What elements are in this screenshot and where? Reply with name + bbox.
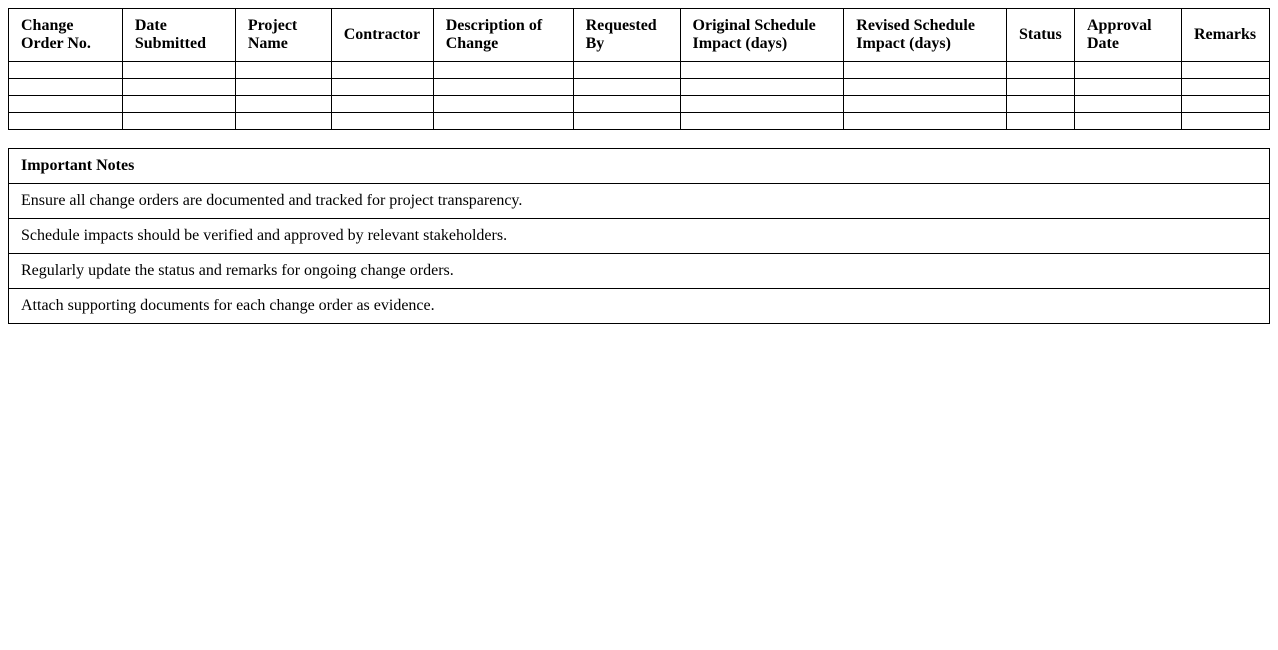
table-cell [9,79,123,96]
table-cell [1007,79,1075,96]
header-description-of-change: Description of Change [433,9,573,62]
header-revised-schedule-impact: Revised Schedule Impact (days) [844,9,1007,62]
change-order-table-body [9,62,1270,130]
table-cell [1007,96,1075,113]
table-cell [1007,113,1075,130]
table-row [9,113,1270,130]
table-cell [433,113,573,130]
table-cell [680,96,844,113]
table-cell [680,113,844,130]
list-item [9,184,1270,219]
table-cell [122,96,235,113]
table-row [9,62,1270,79]
table-cell [1181,62,1269,79]
header-project-name: Project Name [235,9,331,62]
table-cell [1075,79,1182,96]
table-cell [844,79,1007,96]
table-cell [1007,62,1075,79]
table-cell [1181,113,1269,130]
table-cell [1075,96,1182,113]
table-cell [844,96,1007,113]
header-change-order-no: Change Order No. [9,9,123,62]
important-notes-table [8,148,1270,324]
table-header-row [9,9,1270,62]
change-order-table [8,8,1270,130]
table-cell [235,62,331,79]
header-contractor: Contractor [331,9,433,62]
list-item [9,254,1270,289]
notes-title: Important Notes [9,149,1270,184]
table-cell [331,79,433,96]
table-cell [433,62,573,79]
table-cell [122,62,235,79]
table-cell [122,79,235,96]
header-date-submitted: Date Submitted [122,9,235,62]
table-cell [573,62,680,79]
list-item [9,219,1270,254]
header-requested-by: Requested By [573,9,680,62]
header-approval-date: Approval Date [1075,9,1182,62]
table-cell [331,113,433,130]
table-cell [235,113,331,130]
note-text: Schedule impacts should be verified and approved by relevant stakeholders. [9,219,1270,254]
list-item [9,289,1270,324]
table-cell [680,62,844,79]
table-cell [9,62,123,79]
table-cell [573,113,680,130]
header-original-schedule-impact: Original Schedule Impact (days) [680,9,844,62]
table-cell [573,96,680,113]
header-status: Status [1007,9,1075,62]
table-cell [844,62,1007,79]
table-cell [235,96,331,113]
table-cell [122,113,235,130]
table-cell [1181,96,1269,113]
note-text: Attach supporting documents for each change order as evidence. [9,289,1270,324]
table-cell [844,113,1007,130]
table-cell [433,96,573,113]
table-cell [1075,62,1182,79]
table-cell [235,79,331,96]
table-cell [9,96,123,113]
table-cell [9,113,123,130]
table-cell [573,79,680,96]
table-cell [433,79,573,96]
table-cell [1181,79,1269,96]
notes-header-row [9,149,1270,184]
header-remarks: Remarks [1181,9,1269,62]
table-row [9,79,1270,96]
table-row [9,96,1270,113]
note-text: Ensure all change orders are documented and tracked for project transparency. [9,184,1270,219]
note-text: Regularly update the status and remarks for ongoing change orders. [9,254,1270,289]
table-cell [680,79,844,96]
table-cell [331,96,433,113]
table-cell [1075,113,1182,130]
table-cell [331,62,433,79]
